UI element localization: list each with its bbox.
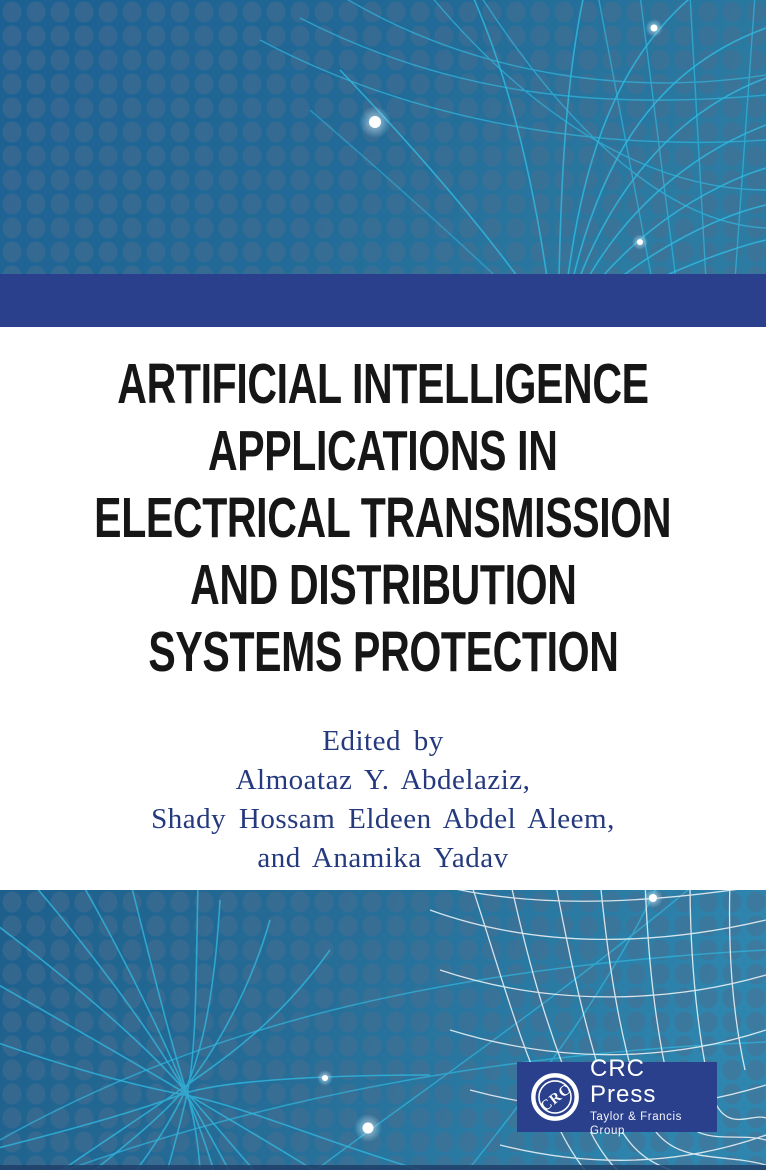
network-waves-art: [0, 0, 766, 274]
publisher-name: CRC Press: [590, 1055, 657, 1108]
edited-by-label: Edited by: [322, 725, 444, 757]
title-line-1: ARTIFICIAL INTELLIGENCE: [117, 352, 649, 416]
navy-divider-bar: [0, 274, 766, 327]
crc-monogram-icon: [529, 1071, 581, 1123]
crc-press-logo: [517, 1055, 717, 1137]
top-band-graphic: [0, 0, 766, 274]
title-line-2: APPLICATIONS IN: [208, 419, 558, 483]
title-line-4: AND DISTRIBUTION: [189, 553, 577, 617]
editor-name-2: Shady Hossam Eldeen Abdel Aleem,: [151, 803, 615, 835]
crc-monogram-text: CRC: [537, 1081, 575, 1116]
title-line-3: ELECTRICAL TRANSMISSION: [94, 486, 672, 550]
editor-name-1: Almoataz Y. Abdelaziz,: [235, 764, 531, 796]
editor-name-3: and Anamika Yadav: [257, 842, 509, 874]
title-line-5: SYSTEMS PROTECTION: [147, 620, 619, 684]
bottom-edge-strip: [0, 1165, 766, 1170]
book-title: [0, 351, 766, 686]
publisher-group: Taylor & Francis Group: [590, 1111, 683, 1137]
editors-block: [0, 722, 766, 878]
